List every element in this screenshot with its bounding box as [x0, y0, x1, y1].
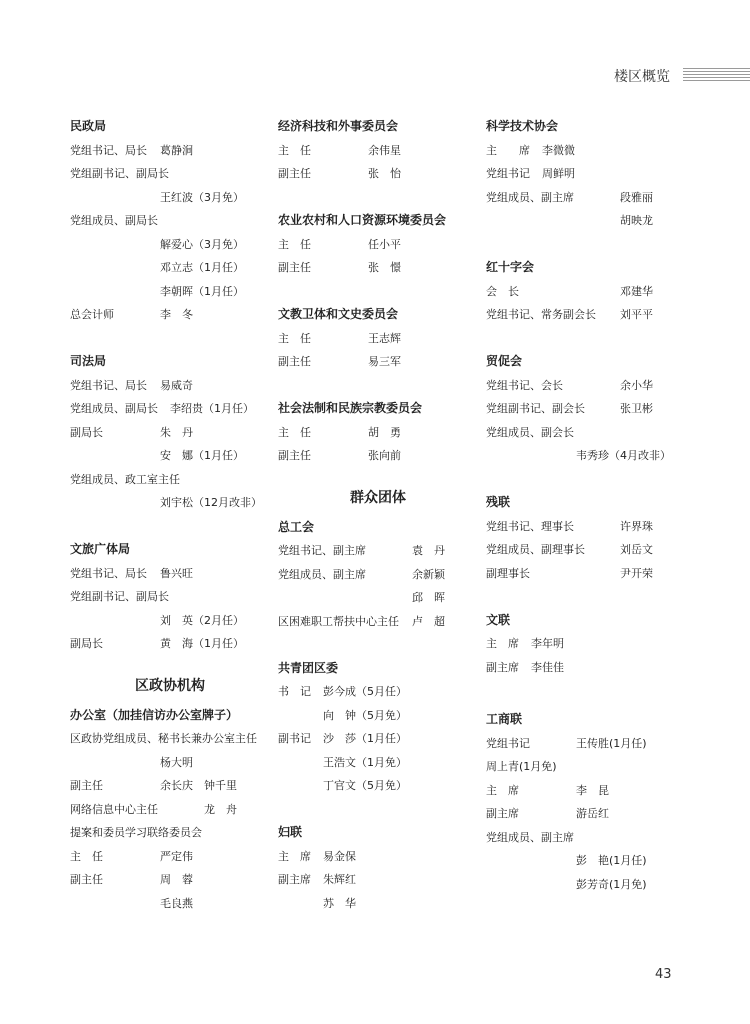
position-label: 副局长 — [70, 425, 103, 439]
roster-row — [278, 421, 478, 445]
position-label: 会 长 — [486, 284, 519, 298]
roster-row — [70, 397, 270, 421]
person-name: 余小华 — [620, 378, 653, 392]
roster-row — [70, 303, 270, 327]
roster-row — [70, 562, 270, 586]
position-label: 党组书记、常务副会长 — [486, 308, 596, 321]
person-name: 袁 丹 — [412, 544, 445, 557]
roster-row — [70, 892, 270, 916]
section-title: 农业农村和人口资源环境委员会 — [278, 213, 447, 227]
person-name: 王志辉 — [368, 331, 401, 345]
roster-row — [70, 374, 270, 398]
roster-row — [486, 755, 686, 779]
person-name: 丁官文（5月免） — [323, 779, 407, 792]
roster-row — [486, 186, 686, 210]
position-label: 党组成员、副主席 — [486, 190, 574, 204]
person-name: 龙 舟 — [204, 802, 237, 816]
person-name: 苏 华 — [323, 896, 356, 910]
person-name: 易威奇 — [160, 378, 193, 392]
roster-row — [278, 845, 478, 869]
roster-row — [70, 632, 270, 656]
position-label: 网络信息中心主任 — [70, 802, 158, 816]
position-label: 党组书记 — [486, 736, 530, 750]
column-middle — [278, 115, 478, 915]
roster-row — [486, 538, 686, 562]
roster-row — [70, 256, 270, 280]
position-label: 党组成员、副局长 — [70, 214, 158, 227]
position-label: 党组书记 — [486, 167, 530, 180]
roster-row — [278, 139, 478, 163]
roster-row — [278, 774, 478, 798]
person-name: 李朝晖（1月任） — [160, 284, 244, 298]
roster-row — [70, 139, 270, 163]
person-name: 周上青(1月免) — [486, 760, 557, 773]
person-name: 李 昆 — [576, 783, 609, 797]
section-title: 总工会 — [278, 519, 315, 534]
person-name: 王浩文（1月免） — [323, 755, 407, 769]
roster-row — [70, 774, 270, 798]
position-label: 党组成员、副理事长 — [486, 543, 585, 556]
roster-row — [70, 209, 270, 233]
roster-row — [486, 732, 686, 756]
person-name: 杨大明 — [160, 755, 193, 769]
position-label: 主 任 — [70, 849, 103, 863]
person-name: 周 蓉 — [160, 873, 193, 886]
person-name: 李 冬 — [160, 308, 193, 321]
position-label: 党组成员、副主席 — [278, 567, 366, 581]
person-name: 朱 丹 — [160, 425, 193, 439]
page-number: 43 — [655, 967, 672, 982]
roster-row — [278, 539, 478, 563]
person-name: 安 娜（1月任） — [160, 449, 244, 462]
roster-row — [278, 350, 478, 374]
roster-row — [70, 468, 270, 492]
person-name: 葛静涧 — [160, 143, 193, 157]
position-label: 副主任 — [278, 449, 311, 462]
person-name: 毛良燕 — [160, 896, 193, 910]
position-label: 区困难职工帮扶中心主任 — [278, 614, 399, 628]
section-title: 经济科技和外事委员会 — [278, 119, 399, 133]
position-label: 主 任 — [278, 425, 311, 439]
roster-row — [70, 491, 270, 515]
person-name: 张卫彬 — [620, 402, 653, 415]
roster-row — [70, 585, 270, 609]
roster-row — [278, 868, 478, 892]
roster-row — [486, 162, 686, 186]
section-title: 办公室（加挂信访办公室牌子） — [70, 707, 239, 722]
position-label: 党组副书记、副局长 — [70, 167, 169, 180]
section-title: 贸促会 — [486, 354, 523, 368]
roster-row — [278, 586, 478, 610]
roster-row — [486, 779, 686, 803]
section-title: 文旅广体局 — [70, 542, 131, 556]
roster-row — [486, 421, 686, 445]
position-label: 主 任 — [278, 237, 311, 251]
person-name: 邓建华 — [620, 284, 653, 298]
person-name: 段雅丽 — [620, 190, 653, 204]
person-name: 李微微 — [542, 143, 575, 157]
position-label: 副理事长 — [486, 566, 530, 580]
person-name: 余伟星 — [368, 143, 401, 157]
position-label: 党组成员、副主席 — [486, 830, 574, 844]
position-label: 党组书记、会长 — [486, 378, 563, 392]
position-label: 党组书记、局长 — [70, 143, 147, 157]
roster-row — [278, 727, 478, 751]
person-name: 鲁兴旺 — [160, 566, 193, 580]
position-label: 党组成员、政工室主任 — [70, 472, 180, 486]
position-label: 提案和委员学习联络委员会 — [70, 826, 202, 839]
position-label: 主 任 — [278, 331, 311, 345]
roster-row — [278, 680, 478, 704]
column-right — [486, 115, 686, 896]
position-label: 党组书记、副主席 — [278, 544, 366, 557]
roster-row — [486, 303, 686, 327]
roster-row — [278, 444, 478, 468]
person-name: 王红波（3月免） — [160, 190, 244, 204]
person-name: 余新颖 — [412, 567, 445, 581]
section-title: 科学技术协会 — [486, 119, 559, 133]
position-label: 党组书记、理事长 — [486, 519, 574, 533]
roster-row — [486, 849, 686, 873]
roster-row — [278, 233, 478, 257]
roster-row — [70, 444, 270, 468]
roster-row — [278, 751, 478, 775]
position-label: 主 任 — [278, 143, 311, 157]
person-name: 黄 海（1月任） — [160, 637, 244, 650]
person-name: 游岳红 — [576, 807, 609, 820]
person-name: 彭芳奇(1月免) — [576, 877, 647, 891]
running-header-title: 楼区概览 — [614, 69, 670, 85]
position-label: 副主席 — [486, 807, 519, 820]
person-name: 王传胜(1月任) — [576, 736, 647, 750]
roster-row — [70, 845, 270, 869]
roster-row — [486, 444, 686, 468]
person-name: 刘宇松（12月改非） — [160, 496, 262, 509]
section-title: 妇联 — [278, 825, 303, 839]
person-name: 刘岳文 — [620, 543, 653, 556]
person-name: 胡 勇 — [368, 425, 401, 439]
section-title: 文教卫体和文史委员会 — [278, 307, 399, 321]
roster-row — [70, 821, 270, 845]
roster-row — [486, 515, 686, 539]
roster-row — [278, 563, 478, 587]
person-name: 刘 英（2月任） — [160, 613, 244, 627]
position-label: 总会计师 — [70, 308, 114, 321]
person-name: 邱 晖 — [412, 591, 445, 604]
roster-row — [70, 798, 270, 822]
position-label: 党组成员、副会长 — [486, 425, 574, 439]
position-label: 主 席 — [486, 143, 530, 157]
person-name: 易金保 — [323, 849, 356, 863]
person-name: 彭今成（5月任） — [323, 685, 407, 698]
person-name: 易三军 — [368, 355, 401, 368]
person-name: 任小平 — [368, 237, 401, 251]
roster-row — [278, 162, 478, 186]
roster-row — [278, 327, 478, 351]
position-label: 副主任 — [70, 873, 103, 886]
person-name: 向 钟（5月免） — [323, 708, 407, 722]
person-name: 彭 艳(1月任) — [576, 854, 647, 867]
position-label: 书 记 — [278, 685, 311, 698]
position-label: 主 席 — [278, 849, 311, 863]
roster-row — [486, 562, 686, 586]
person-name: 邓立志（1月任） — [160, 261, 244, 274]
section-title: 红十字会 — [486, 260, 535, 274]
roster-row — [486, 139, 686, 163]
position-label: 主 席 — [486, 637, 519, 650]
roster-row — [70, 751, 270, 775]
position-label: 副书记 — [278, 732, 311, 745]
position-label: 副主任 — [70, 779, 103, 792]
roster-row — [278, 892, 478, 916]
category-heading: 群众团体 — [350, 489, 406, 506]
column-left — [70, 115, 270, 915]
roster-row — [486, 826, 686, 850]
section-title: 工商联 — [486, 712, 523, 726]
position-label: 副主任 — [278, 261, 311, 274]
position-label: 主 席 — [486, 783, 519, 797]
roster-row — [486, 656, 686, 680]
roster-row — [70, 609, 270, 633]
person-name: 周鲜明 — [542, 167, 575, 180]
roster-row — [70, 186, 270, 210]
person-name: 余长庆 钟千里 — [160, 779, 237, 792]
position-label: 副局长 — [70, 637, 103, 650]
section-title: 司法局 — [70, 354, 107, 368]
person-name: 张 憬 — [368, 261, 401, 274]
section-title: 文联 — [486, 612, 511, 627]
position-label: 副主席 — [278, 873, 311, 886]
roster-row — [486, 632, 686, 656]
person-name: 胡映龙 — [620, 214, 653, 227]
position-label: 副主任 — [278, 167, 311, 180]
roster-row — [486, 802, 686, 826]
person-name: 刘平平 — [620, 308, 653, 321]
roster-row — [486, 209, 686, 233]
roster-row — [486, 374, 686, 398]
section-title: 残联 — [486, 495, 511, 509]
roster-row — [70, 280, 270, 304]
roster-row — [486, 873, 686, 897]
person-name: 严定伟 — [160, 849, 193, 863]
person-name: 张 怡 — [368, 167, 401, 180]
position-label: 党组成员、副局长 — [70, 402, 158, 415]
position-label: 党组副书记、副会长 — [486, 402, 585, 415]
person-name: 沙 莎（1月任） — [323, 732, 407, 745]
roster-row — [70, 162, 270, 186]
position-label: 党组书记、局长 — [70, 378, 147, 392]
roster-row — [486, 280, 686, 304]
person-name: 张向前 — [368, 449, 401, 462]
roster-row — [70, 727, 270, 751]
person-name: 李年明 — [531, 637, 564, 650]
position-label: 副主席 — [486, 660, 519, 674]
section-title: 共青团区委 — [278, 660, 339, 675]
position-label: 区政协党组成员、秘书长兼办公室主任 — [70, 732, 257, 745]
roster-row — [278, 610, 478, 634]
roster-row — [70, 233, 270, 257]
person-name: 解爱心（3月免） — [160, 237, 244, 251]
category-heading: 区政协机构 — [135, 677, 205, 694]
roster-row — [70, 421, 270, 445]
header-stripe-decoration — [683, 68, 750, 82]
roster-row — [278, 704, 478, 728]
person-name: 卢 超 — [412, 614, 445, 628]
position-label: 党组书记、局长 — [70, 566, 147, 580]
person-name: 李佳佳 — [531, 660, 564, 674]
position-label: 副主任 — [278, 355, 311, 368]
section-title: 社会法制和民族宗教委员会 — [278, 401, 423, 415]
person-name: 韦秀珍（4月改非） — [576, 449, 671, 462]
roster-row — [278, 256, 478, 280]
person-name: 李绍贵（1月任） — [170, 402, 254, 415]
position-label: 党组副书记、副局长 — [70, 590, 169, 603]
person-name: 尹开荣 — [620, 566, 653, 580]
roster-row — [486, 397, 686, 421]
roster-row — [70, 868, 270, 892]
person-name: 许界珠 — [620, 519, 653, 533]
section-title: 民政局 — [70, 119, 107, 133]
person-name: 朱辉红 — [323, 873, 356, 886]
